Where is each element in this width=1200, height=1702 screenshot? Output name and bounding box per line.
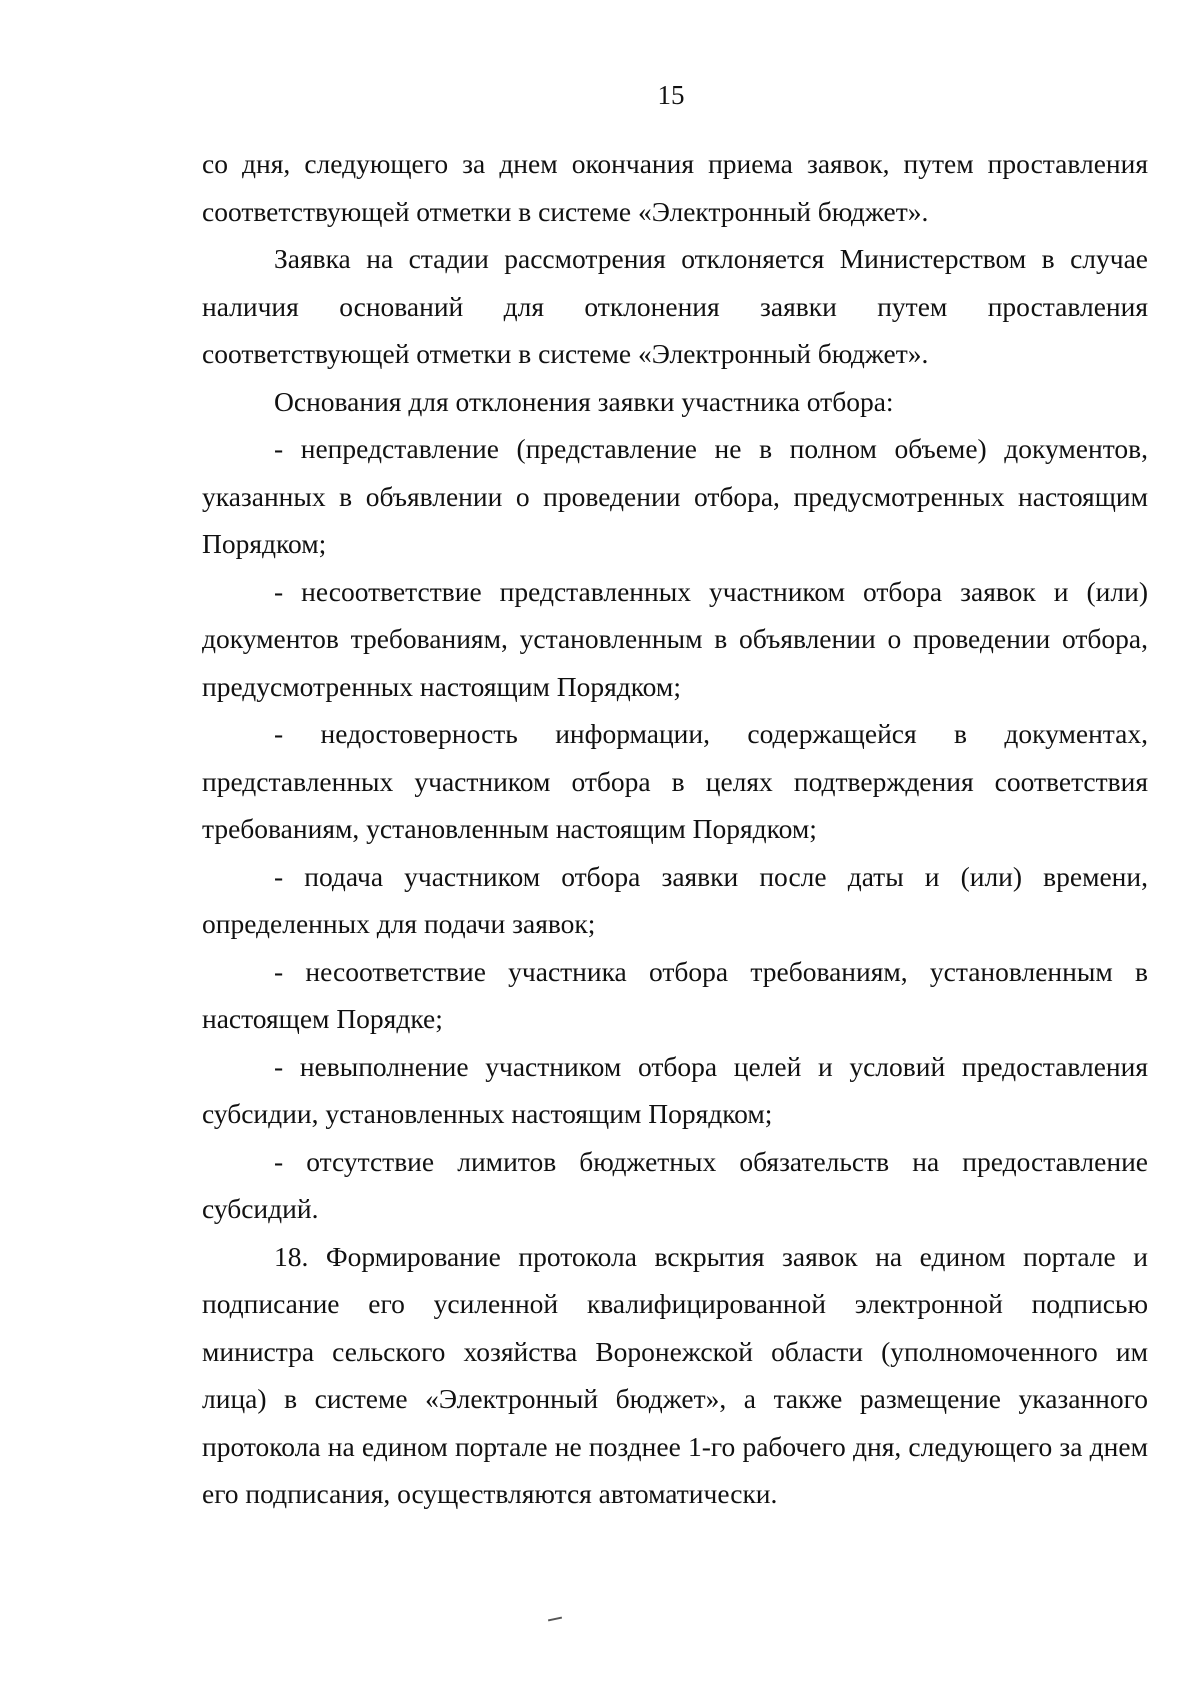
paragraph-rejection-grounds-heading: Основания для отклонения заявки участника отбора: — [274, 385, 894, 417]
page-number: 15 — [657, 80, 685, 110]
list-item-late-submission: - подача участником отбора заявки после даты и (или) времени, определенных для подачи заявок; — [202, 860, 1148, 939]
document-body — [202, 140, 1148, 1518]
list-item-unreliable-information: - недостоверность информации, содержащейся в документах, представленных участником отбора в целях подтверждения соответствия требованиям, установленным настоящим Порядком; — [202, 718, 1148, 844]
list-item-nonfulfillment: - невыполнение участником отбора целей и условий предоставления субсидии, установленных настоящим Порядком; — [202, 1050, 1148, 1129]
paragraph-rejection-stage: Заявка на стадии рассмотрения отклоняется Министерством в случае наличия оснований для отклонения заявки путем проставления соответствующей отметки в системе «Электронный бюджет». — [202, 243, 1148, 369]
list-item-nonsubmission: - непредставление (представление не в полном объеме) документов, указанных в объявлении о проведении отбора, предусмотренных настоящим Порядком; — [202, 433, 1148, 559]
list-item-participant-noncompliance: - несоответствие участника отбора требованиям, установленным в настоящем Порядке; — [202, 955, 1148, 1034]
scan-artifact-mark — [548, 1617, 562, 1622]
paragraph-18-protocol: 18. Формирование протокола вскрытия заявок на едином портале и подписание его усиленной квалифицированной электронной подписью министра сельского хозяйства Воронежской области (уполномоченного им лица) в системе «Электронный бюджет», а также размещение указанного протокола на едином портале не позднее 1-го рабочего дня, следующего за днем его подписания, осуществляются автоматически. — [202, 1240, 1148, 1509]
paragraph-continuation: со дня, следующего за днем окончания приема заявок, путем проставления соответствующей отметки в системе «Электронный бюджет». — [202, 148, 1148, 227]
list-item-no-budget-limits: - отсутствие лимитов бюджетных обязательств на предоставление субсидий. — [202, 1145, 1148, 1224]
list-item-noncompliance-documents: - несоответствие представленных участником отбора заявок и (или) документов требованиям, установленным в объявлении о проведении отбора, предусмотренных настоящим Порядком; — [202, 575, 1148, 702]
